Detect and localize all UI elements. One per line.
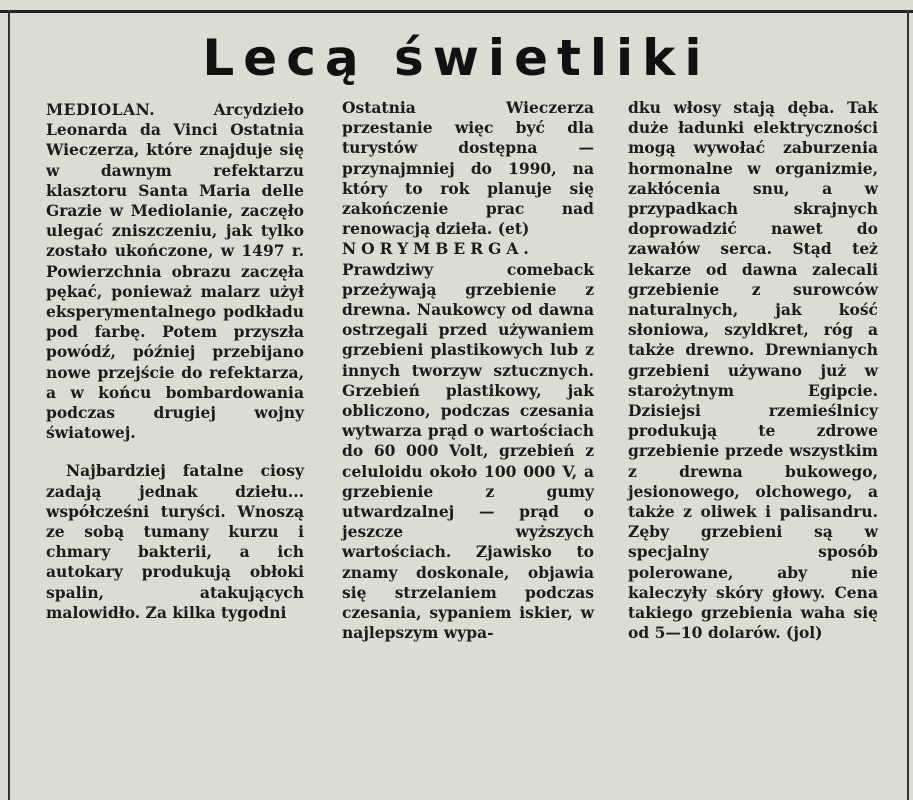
paragraph-norymberga-text: Prawdziwy comeback przeżywają grzebienie z drewna. Naukowcy od dawna ostrzegali przed używaniem grzebieni plastikowych lub z innych tworzyw sztucznych. Grzebień plastikowy, jak obliczono, podczas czesania wytwarza prąd o wartościach do 60 000 Volt, grzebień z celuloidu około 100 000 V, a grzebienie z gumy utwardzalnej — prąd o jeszcze wyższych wartościach. Zjawisko to znamy doskonale, objawia się strzelaniem podczas czesania, sypaniem iskier, w najlepszym wypa-	[342, 259, 594, 643]
paragraph-combs: dku włosy stają dęba. Tak duże ładunki elektryczności mogą wywołać zaburzenia hormonalne w organizmie, zakłócenia snu, a w przypadkach skrajnych doprowadzić nawet do zawałów serca. Stąd też lekarze od dawna zalecali grzebienie z surowców naturalnych, jak kość słoniowa, szyldkret, róg a także drewno. Drewnianych grzebieni używano już w starożytnym Egipcie. Dzisiejsi rzemieślnicy produkują te zdrowe grzebienie przede wszystkim z drewna bukowego, jesionowego, olchowego, a także z oliwek i palisandru. Zęby grzebieni są w specjalny sposób polerowane, aby nie kaleczyły skóry głowy. Cena takiego grzebienia waha się od 5—10 dolarów. (jol)	[628, 98, 878, 643]
dateline-norymberga: NORYMBERGA.	[342, 239, 534, 259]
column-3	[628, 98, 878, 643]
paragraph-norymberga	[342, 239, 594, 643]
dateline-mediolan: MEDIOLAN.	[46, 100, 156, 119]
paragraph-mediolan-text: Arcydzieło Leonarda da Vinci Ostatnia Wieczerza, które znajduje się w dawnym refektarzu klasztoru Santa Maria delle Grazie w Mediolanie, zaczęło ulegać zniszczeniu, jak tylko zostało ukończone, w 1497 r. Powierzchnia obrazu zaczęła pękać, ponieważ malarz użył eksperymentalnego podkładu pod farbę. Potem przyszła powódź, później przebijano nowe przejście do refektarza, a w końcu bombardowania podczas drugiej wojny światowej.	[46, 100, 304, 443]
column-2	[342, 98, 594, 643]
headline: Lecą świetliki	[202, 29, 711, 87]
paragraph-renovation: Ostatnia Wieczerza przestanie więc być dla turystów dostępna — przynajmniej do 1990, na który to rok planuje się zakończenie prac nad renowacją dzieła. (et)	[342, 98, 594, 239]
paragraph-mediolan	[46, 100, 304, 443]
top-rule	[0, 10, 913, 13]
left-rule	[8, 10, 10, 800]
column-1	[46, 100, 304, 623]
right-rule	[907, 10, 909, 800]
paragraph-tourists: Najbardziej fatalne ciosy zadają jednak dziełu... współcześni turyści. Wnoszą ze sobą tumany kurzu i chmary bakterii, a ich autokary produkują obłoki spalin, atakujących malowidło. Za kilka tygodni	[46, 461, 304, 622]
